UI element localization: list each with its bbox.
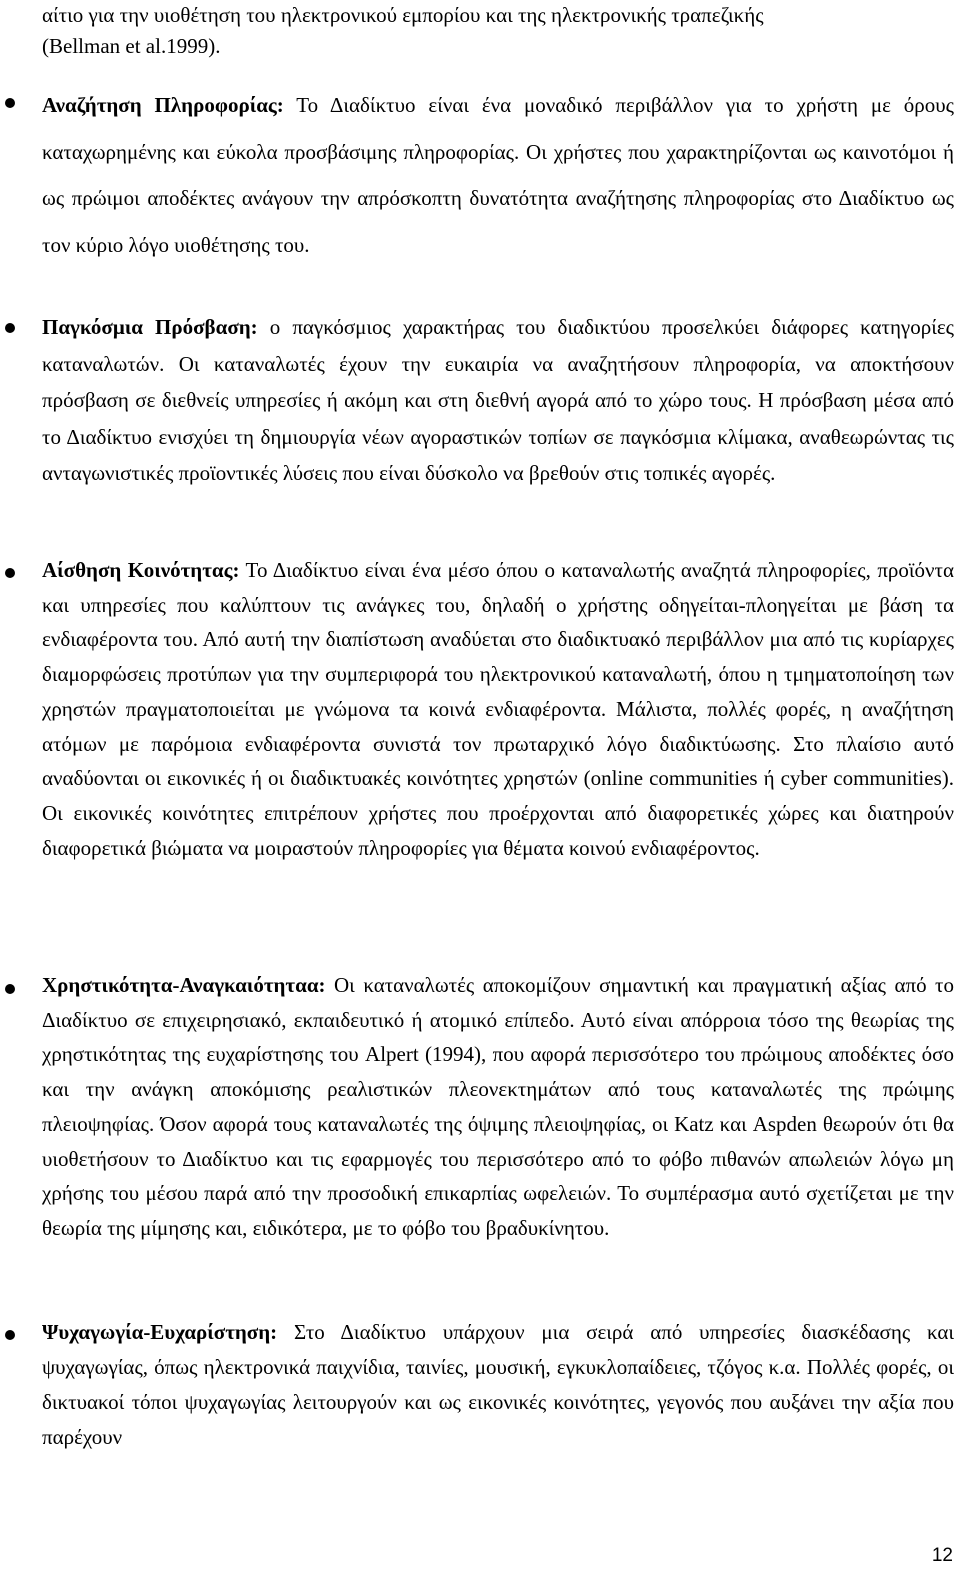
bullet-item-sense-of-community bbox=[42, 553, 954, 865]
bullet-icon bbox=[5, 568, 15, 578]
bullet-icon bbox=[5, 1330, 15, 1340]
bullet-icon bbox=[5, 98, 15, 108]
bullet-item-usefulness-necessity bbox=[42, 968, 954, 1246]
bullet-term: Χρηστικότητα-Αναγκαιότηταα: bbox=[42, 973, 326, 997]
bullet-item-entertainment-pleasure bbox=[42, 1315, 954, 1455]
bullet-icon bbox=[5, 323, 15, 333]
intro-paragraph bbox=[42, 0, 954, 62]
page-number: 12 bbox=[931, 1545, 953, 1566]
bullet-text: ο παγκόσμιος χαρακτήρας του διαδικτύου προσελκύει διάφορες κατηγορίες καταναλωτών. Οι καταναλωτές έχουν την ευκαιρία να αναζητήσουν πληροφορία, να αποκτήσουν πρόσβαση σε διεθνείς υπηρεσίες ή ακόμη και στη διεθνή αγορά από το χώρο τους. Η πρόσβαση μέσα από το Διαδίκτυο ενισχύει τη δημιουργία νέων αγοραστικών τοπίων σε παγκόσμια κλίμακα, αναθεωρώντας τις ανταγωνιστικές προϊοντικές λύσεις που είναι δύσκολο να βρεθούν στις τοπικές αγορές. bbox=[42, 315, 954, 485]
bullet-term: Παγκόσμια Πρόσβαση: bbox=[42, 315, 258, 339]
bullet-term: Αίσθηση Κοινότητας: bbox=[42, 558, 240, 582]
intro-line-1: αίτιο για την υιοθέτηση του ηλεκτρονικού εμπορίου και της ηλεκτρονικής τραπεζικής bbox=[42, 3, 764, 27]
bullet-text: Οι καταναλωτές αποκομίζουν σημαντική και πραγματική αξίας από το Διαδίκτυο σε επιχειρησιακό, εκπαιδευτικό ή ατομικό επίπεδο. Αυτό είναι απόρροια τόσο της θεωρίας της χρηστικότητας της ευχαρίστησης του Alpert (1994), που αφορά περισσότερο του πρώιμους αποδέκτες όσο και την ανάγκη αποκόμισης ρεαλιστικών πλεονεκτημάτων από τους καταναλωτές της πρώιμης πλειοψηφίας. Όσον αφορά τους καταναλωτές της όψιμης πλειοψηφίας, οι Katz και Aspden θεωρούν ότι θα υιοθετήσουν το Διαδίκτυο και τις εφαρμογές του περισσότερο από το φόβο πιθανών απωλειών λόγω μη χρήσης του μέσου παρά από την προσοδική επικαρπίας ωφελειών. Το συμπέρασμα αυτό σχετίζεται με την θεωρία της μίμησης και, ειδικότερα, με το φόβο του βραδυκίνητου. bbox=[42, 973, 954, 1240]
bullet-item-global-access bbox=[42, 309, 954, 492]
bullet-text: Το Διαδίκτυο είναι ένα μέσο όπου ο καταναλωτής αναζητά πληροφορίες, προϊόντα και υπηρεσίες που καλύπτουν τις ανάγκες του, δηλαδή ο χρήστης οδηγείται-πλοηγείται με βάση τα ενδιαφέροντα του. Από αυτή την διαπίστωση αναδύεται στο διαδικτυακό περιβάλλον μια από τις κυρίαρχες διαμορφώσεις προτύπων για την συμπεριφορά του ηλεκτρονικού καταναλωτή, όπου η τμηματοποίηση των χρηστών πραγματοποιείται με γνώμονα τα κοινά ενδιαφέροντα. Μάλιστα, πολλές φορές, η αναζήτηση ατόμων με παρόμοια ενδιαφέροντα συνιστά τον πρωταρχικό λόγο διαδικτύωσης. Στο πλαίσιο αυτό αναδύονται οι εικονικές ή οι διαδικτυακές κοινότητες χρηστών (online communities ή cyber communities). Οι εικονικές κοινότητες επιτρέπουν χρήστες που προέρχονται από διαφορετικές χώρες και διατηρούν διαφορετικά βιώματα να μοιραστούν πληροφορίες για θέματα κοινού ενδιαφέροντος. bbox=[42, 558, 954, 860]
bullet-item-information-search bbox=[42, 82, 954, 268]
bullet-text: Στο Διαδίκτυο υπάρχουν μια σειρά από υπηρεσίες διασκέδασης και ψυχαγωγίας, όπως ηλεκτρονικά παιχνίδια, ταινίες, μουσική, εγκυκλοπαίδειες, τζόγος κ.α. Πολλές φορές, οι δικτυακοί τόποι ψυχαγωγίας λειτουργούν και ως εικονικές κοινότητες, γεγονός που αυξάνει την αξία που παρέχουν bbox=[42, 1320, 954, 1449]
intro-line-2: (Bellman et al.1999). bbox=[42, 34, 221, 58]
bullet-term: Ψυχαγωγία-Ευχαρίστηση: bbox=[42, 1320, 278, 1344]
bullet-icon bbox=[5, 984, 15, 994]
bullet-term: Αναζήτηση Πληροφορίας: bbox=[42, 93, 284, 117]
bullet-text: Το Διαδίκτυο είναι ένα μοναδικό περιβάλλον για το χρήστη με όρους καταχωρημένης και εύκολα προσβάσιμης πληροφορίας. Οι χρήστες που χαρακτηρίζονται ως καινοτόμοι ή ως πρώιμοι αποδέκτες ανάγουν την απρόσκοπτη δυνατότητα αναζήτησης πληροφορίας στο Διαδίκτυο ως τον κύριο λόγο υιοθέτησης του. bbox=[42, 93, 954, 257]
